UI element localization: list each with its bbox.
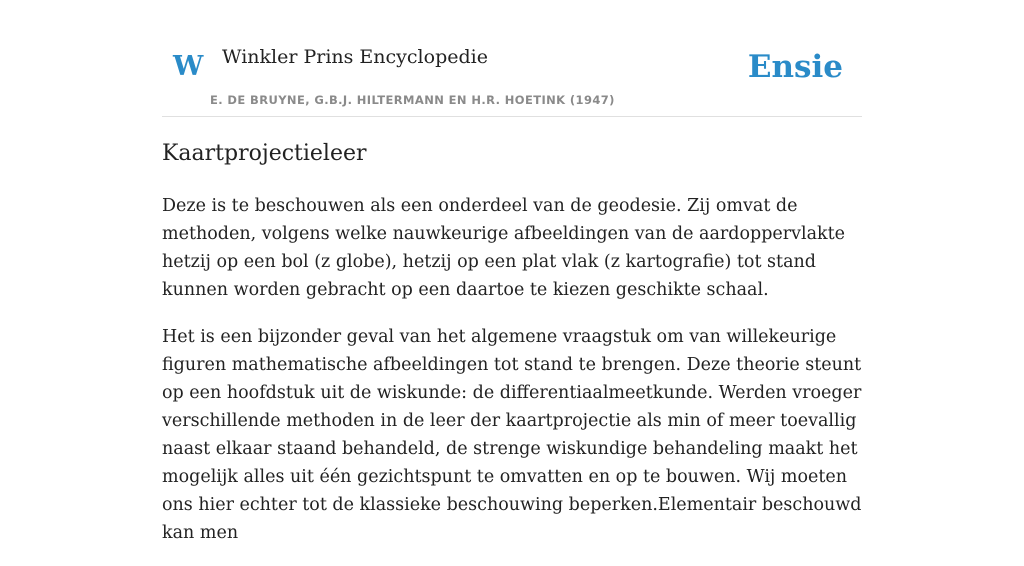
site-title-link[interactable]: Winkler Prins Encyclopedie: [222, 46, 488, 68]
article-paragraph: Het is een bijzonder geval van het algemene vraagstuk om van willekeurige figuren mathematische afbeeldingen tot stand te brengen. Deze theorie steunt op een hoofdstuk uit de wiskunde: de differentiaalmeetkunde. Werden vroeger verschillende methoden in de leer der kaartprojectie als min of meer toevallig naast elkaar staand behandeld, de strenge wiskundige behandeling maakt het mogelijk alles uit één gezichtspunt te omvatten en op te bouwen. Wij moeten ons hier echter tot de klassieke beschouwing beperken.Elementair beschouwd kan men: [162, 327, 862, 543]
ensie-logo-link[interactable]: Ensie: [747, 49, 843, 85]
article-paragraph: Deze is te beschouwen als een onderdeel van de geodesie. Zij omvat de methoden, volgens welke nauwkeurige afbeeldingen van de aardoppervlakte hetzij op een bol (z globe), hetzij op een plat vlak (z kartografie) tot stand kunnen worden gebracht op een daartoe te kiezen geschikte schaal.: [162, 196, 846, 300]
article-body: [162, 192, 862, 566]
article-title: Kaartprojectieleer: [162, 141, 367, 166]
authors-line: E. DE BRUYNE, G.B.J. HILTERMANN EN H.R. HOETINK (1947): [210, 93, 615, 107]
site-header: [162, 0, 862, 117]
logo-w-icon[interactable]: W: [173, 51, 204, 82]
